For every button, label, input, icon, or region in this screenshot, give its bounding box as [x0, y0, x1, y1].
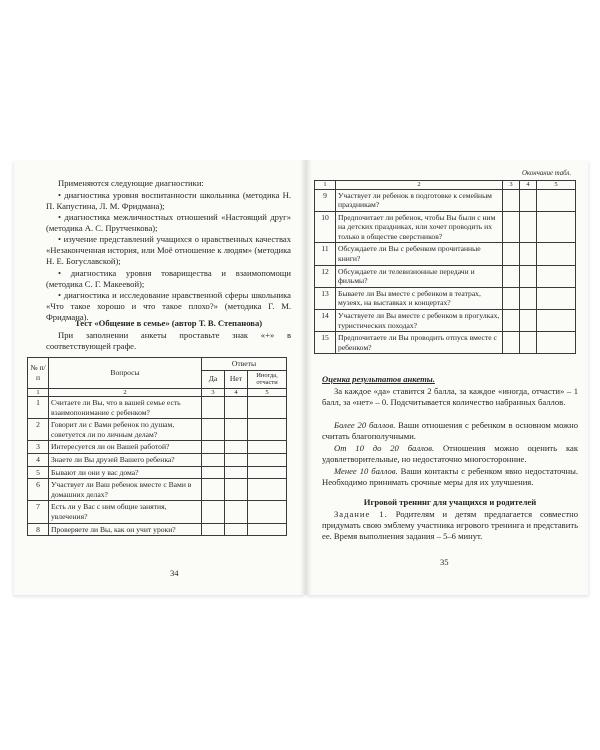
answer-no-cell[interactable] [225, 454, 248, 467]
evaluation-mid [322, 443, 578, 465]
row-number: 8 [28, 523, 49, 536]
row-number: 9 [315, 189, 336, 211]
answer-sometimes-cell[interactable] [248, 466, 287, 479]
answer-no-cell[interactable] [520, 211, 537, 243]
answer-yes-cell[interactable] [202, 501, 225, 523]
question-text: Говорит ли с Вами ребенок по душам, советуется ли по личным делам? [49, 419, 202, 441]
test-title: Тест «Общение в семье» (автор Т. В. Степанова) [74, 318, 263, 328]
question-text: Бываете ли Вы вместе с ребенком в театрах, музеях, на выставках и концертах? [336, 287, 503, 309]
question-text: Интересуется ли он Вашей работой? [49, 441, 202, 454]
table-row [28, 501, 287, 523]
answer-sometimes-cell[interactable] [537, 211, 576, 243]
answer-yes-cell[interactable] [503, 310, 520, 332]
table-row [28, 479, 287, 501]
table-row [28, 419, 287, 441]
question-text: Знаете ли Вы друзей Вашего ребенка? [49, 454, 202, 467]
table-continuation-label: Окончание табл. [522, 170, 572, 177]
col-header-no: Нет [225, 370, 248, 388]
row-number: 1 [28, 397, 49, 419]
question-text: Бывают ли они у вас дома? [49, 466, 202, 479]
answer-no-cell[interactable] [225, 523, 248, 536]
column-index: 2 [49, 388, 202, 397]
row-number: 14 [315, 310, 336, 332]
column-index: 4 [520, 181, 537, 190]
diagnostic-item: • диагностика уровня товарищества и взаимопомощи (методика С. Г. Макеевой); [46, 268, 291, 290]
answer-no-cell[interactable] [520, 265, 537, 287]
answer-no-cell[interactable] [225, 479, 248, 501]
answer-no-cell[interactable] [520, 332, 537, 354]
answer-sometimes-cell[interactable] [537, 332, 576, 354]
col-header-answers: Ответы [202, 358, 287, 371]
table-row [315, 265, 576, 287]
answer-yes-cell[interactable] [202, 397, 225, 419]
answer-no-cell[interactable] [225, 466, 248, 479]
answer-yes-cell[interactable] [503, 211, 520, 243]
table-row [28, 397, 287, 419]
answer-yes-cell[interactable] [202, 454, 225, 467]
answer-yes-cell[interactable] [503, 332, 520, 354]
answer-no-cell[interactable] [225, 419, 248, 441]
answer-yes-cell[interactable] [202, 523, 225, 536]
answer-sometimes-cell[interactable] [248, 454, 287, 467]
column-index: 5 [537, 181, 576, 190]
question-text: Предпочитает ли ребенок, чтобы Вы были с ним на детских праздниках, или хочет проводить их только в обществе сверстников? [336, 211, 503, 243]
table-row [315, 310, 576, 332]
table-row [315, 189, 576, 211]
evaluation-low [322, 466, 578, 488]
question-text: Есть ли у Вас с ним общие занятия, увлечения? [49, 501, 202, 523]
answer-no-cell[interactable] [520, 189, 537, 211]
column-index: 5 [248, 388, 287, 397]
diagnostic-item: • диагностика межличностных отношений «Настоящий друг» (методика А. С. Прутченкова); [46, 212, 291, 234]
answer-sometimes-cell[interactable] [537, 310, 576, 332]
column-index: 2 [336, 181, 503, 190]
column-index-row [315, 181, 576, 190]
answer-yes-cell[interactable] [202, 479, 225, 501]
evaluation-low-text: Ваши контакты с ребенком явно недостаточны. Необходимо принимать срочные меры для их улучшения. [322, 466, 578, 488]
answer-sometimes-cell[interactable] [537, 287, 576, 309]
table-row [315, 211, 576, 243]
answer-no-cell[interactable] [520, 310, 537, 332]
answer-yes-cell[interactable] [503, 189, 520, 211]
answer-no-cell[interactable] [225, 397, 248, 419]
answer-no-cell[interactable] [225, 441, 248, 454]
row-number: 5 [28, 466, 49, 479]
evaluation-low-range: Менее 10 баллов. [334, 466, 398, 476]
table-row [315, 287, 576, 309]
evaluation-title: Оценка результатов анкеты. [322, 374, 435, 384]
question-text: Предпочитаете ли Вы проводить отпуск вместе с ребенком? [336, 332, 503, 354]
answer-sometimes-cell[interactable] [248, 523, 287, 536]
answer-sometimes-cell[interactable] [248, 441, 287, 454]
answer-sometimes-cell[interactable] [248, 501, 287, 523]
answer-yes-cell[interactable] [503, 287, 520, 309]
row-number: 3 [28, 441, 49, 454]
column-index: 1 [315, 181, 336, 190]
survey-table-right [314, 180, 576, 354]
answer-sometimes-cell[interactable] [248, 397, 287, 419]
question-text: Считаете ли Вы, что в вашей семье есть взаимопонимание с ребенком? [49, 397, 202, 419]
table-row [28, 523, 287, 536]
task-label: Задание 1. [334, 509, 388, 519]
row-number: 11 [315, 243, 336, 265]
row-number: 15 [315, 332, 336, 354]
answer-sometimes-cell[interactable] [537, 189, 576, 211]
answer-sometimes-cell[interactable] [248, 479, 287, 501]
answer-no-cell[interactable] [520, 243, 537, 265]
test-instruction: При заполнении анкеты проставьте знак «+» в соответствующей графе. [46, 330, 291, 352]
question-text: Обсуждаете ли Вы с ребенком прочитанные книги? [336, 243, 503, 265]
col-header-yes: Да [202, 370, 225, 388]
answer-yes-cell[interactable] [503, 243, 520, 265]
table-row [28, 466, 287, 479]
task-text: Родителям и детям предлагается совместно придумать свою эмблему участника игрового тренинга и представить ее. Время выполнения задания – 5–6 минут. [322, 509, 578, 542]
page-number-right: 35 [440, 557, 449, 567]
book-gutter [300, 160, 312, 595]
answer-yes-cell[interactable] [202, 419, 225, 441]
diagnostic-item: • диагностика уровня воспитанности школьника (методика Н. П. Капустина, Л. М. Фридмана); [46, 190, 291, 212]
col-header-questions: Вопросы [49, 358, 202, 389]
row-number: 12 [315, 265, 336, 287]
row-number: 2 [28, 419, 49, 441]
col-header-sometimes: Иногда, отчасти [248, 370, 287, 388]
evaluation-mid-range: От 10 до 20 баллов. [334, 443, 435, 453]
diagnostic-item: • диагностика и исследование нравственной сферы школьника «Что такое хорошо и что такое плохо?» (методика Г. М. Фридмана). [46, 290, 291, 323]
answer-yes-cell[interactable] [202, 441, 225, 454]
intro-text: Применяются следующие диагностики: [58, 178, 204, 188]
column-index: 3 [202, 388, 225, 397]
answer-sometimes-cell[interactable] [537, 243, 576, 265]
answer-no-cell[interactable] [520, 287, 537, 309]
column-index: 1 [28, 388, 49, 397]
training-title: Игровой тренинг для учащихся и родителей [363, 497, 537, 507]
row-number: 10 [315, 211, 336, 243]
answer-yes-cell[interactable] [503, 265, 520, 287]
answer-sometimes-cell[interactable] [248, 419, 287, 441]
evaluation-scoring: За каждое «да» ставится 2 балла, за каждое «иногда, отчасти» – 1 балл, за «нет» – 0. Подсчитывается количество набранных баллов. [322, 386, 578, 408]
row-number: 7 [28, 501, 49, 523]
answer-yes-cell[interactable] [202, 466, 225, 479]
training-task [322, 509, 578, 543]
diagnostic-item: • изучение представлений учащихся о нравственных качествах «Незаконченная история, или Моё отношение к людям» (методика Н. Е. Богуславской); [46, 234, 291, 267]
question-text: Участвует ли Ваш ребенок вместе с Вами в домашних делах? [49, 479, 202, 501]
row-number: 6 [28, 479, 49, 501]
question-text: Участвует ли ребенок в подготовке к семейным праздникам? [336, 189, 503, 211]
col-header-number: № п/п [28, 358, 49, 389]
table-row [28, 441, 287, 454]
table-row [315, 332, 576, 354]
answer-no-cell[interactable] [225, 501, 248, 523]
survey-table-left [27, 357, 287, 536]
page-number-left: 34 [170, 568, 179, 578]
question-text: Проверяете ли Вы, как он учит уроки? [49, 523, 202, 536]
table-row [315, 243, 576, 265]
answer-sometimes-cell[interactable] [537, 265, 576, 287]
evaluation-high [322, 420, 578, 442]
row-number: 4 [28, 454, 49, 467]
question-text: Участвуете ли Вы вместе с ребенком в прогулках, туристических походах? [336, 310, 503, 332]
column-index: 4 [225, 388, 248, 397]
evaluation-high-text: Ваши отношения с ребенком в основном можно считать благополучными. [322, 420, 578, 442]
question-text: Обсуждаете ли телевизионные передачи и фильмы? [336, 265, 503, 287]
evaluation-high-range: Более 20 баллов. [334, 420, 396, 430]
row-number: 13 [315, 287, 336, 309]
evaluation-mid-text: Отношения можно оценить как удовлетворительные, но недостаточно многосторонние. [322, 443, 578, 465]
column-index-row [28, 388, 287, 397]
table-row [28, 454, 287, 467]
column-index: 3 [503, 181, 520, 190]
